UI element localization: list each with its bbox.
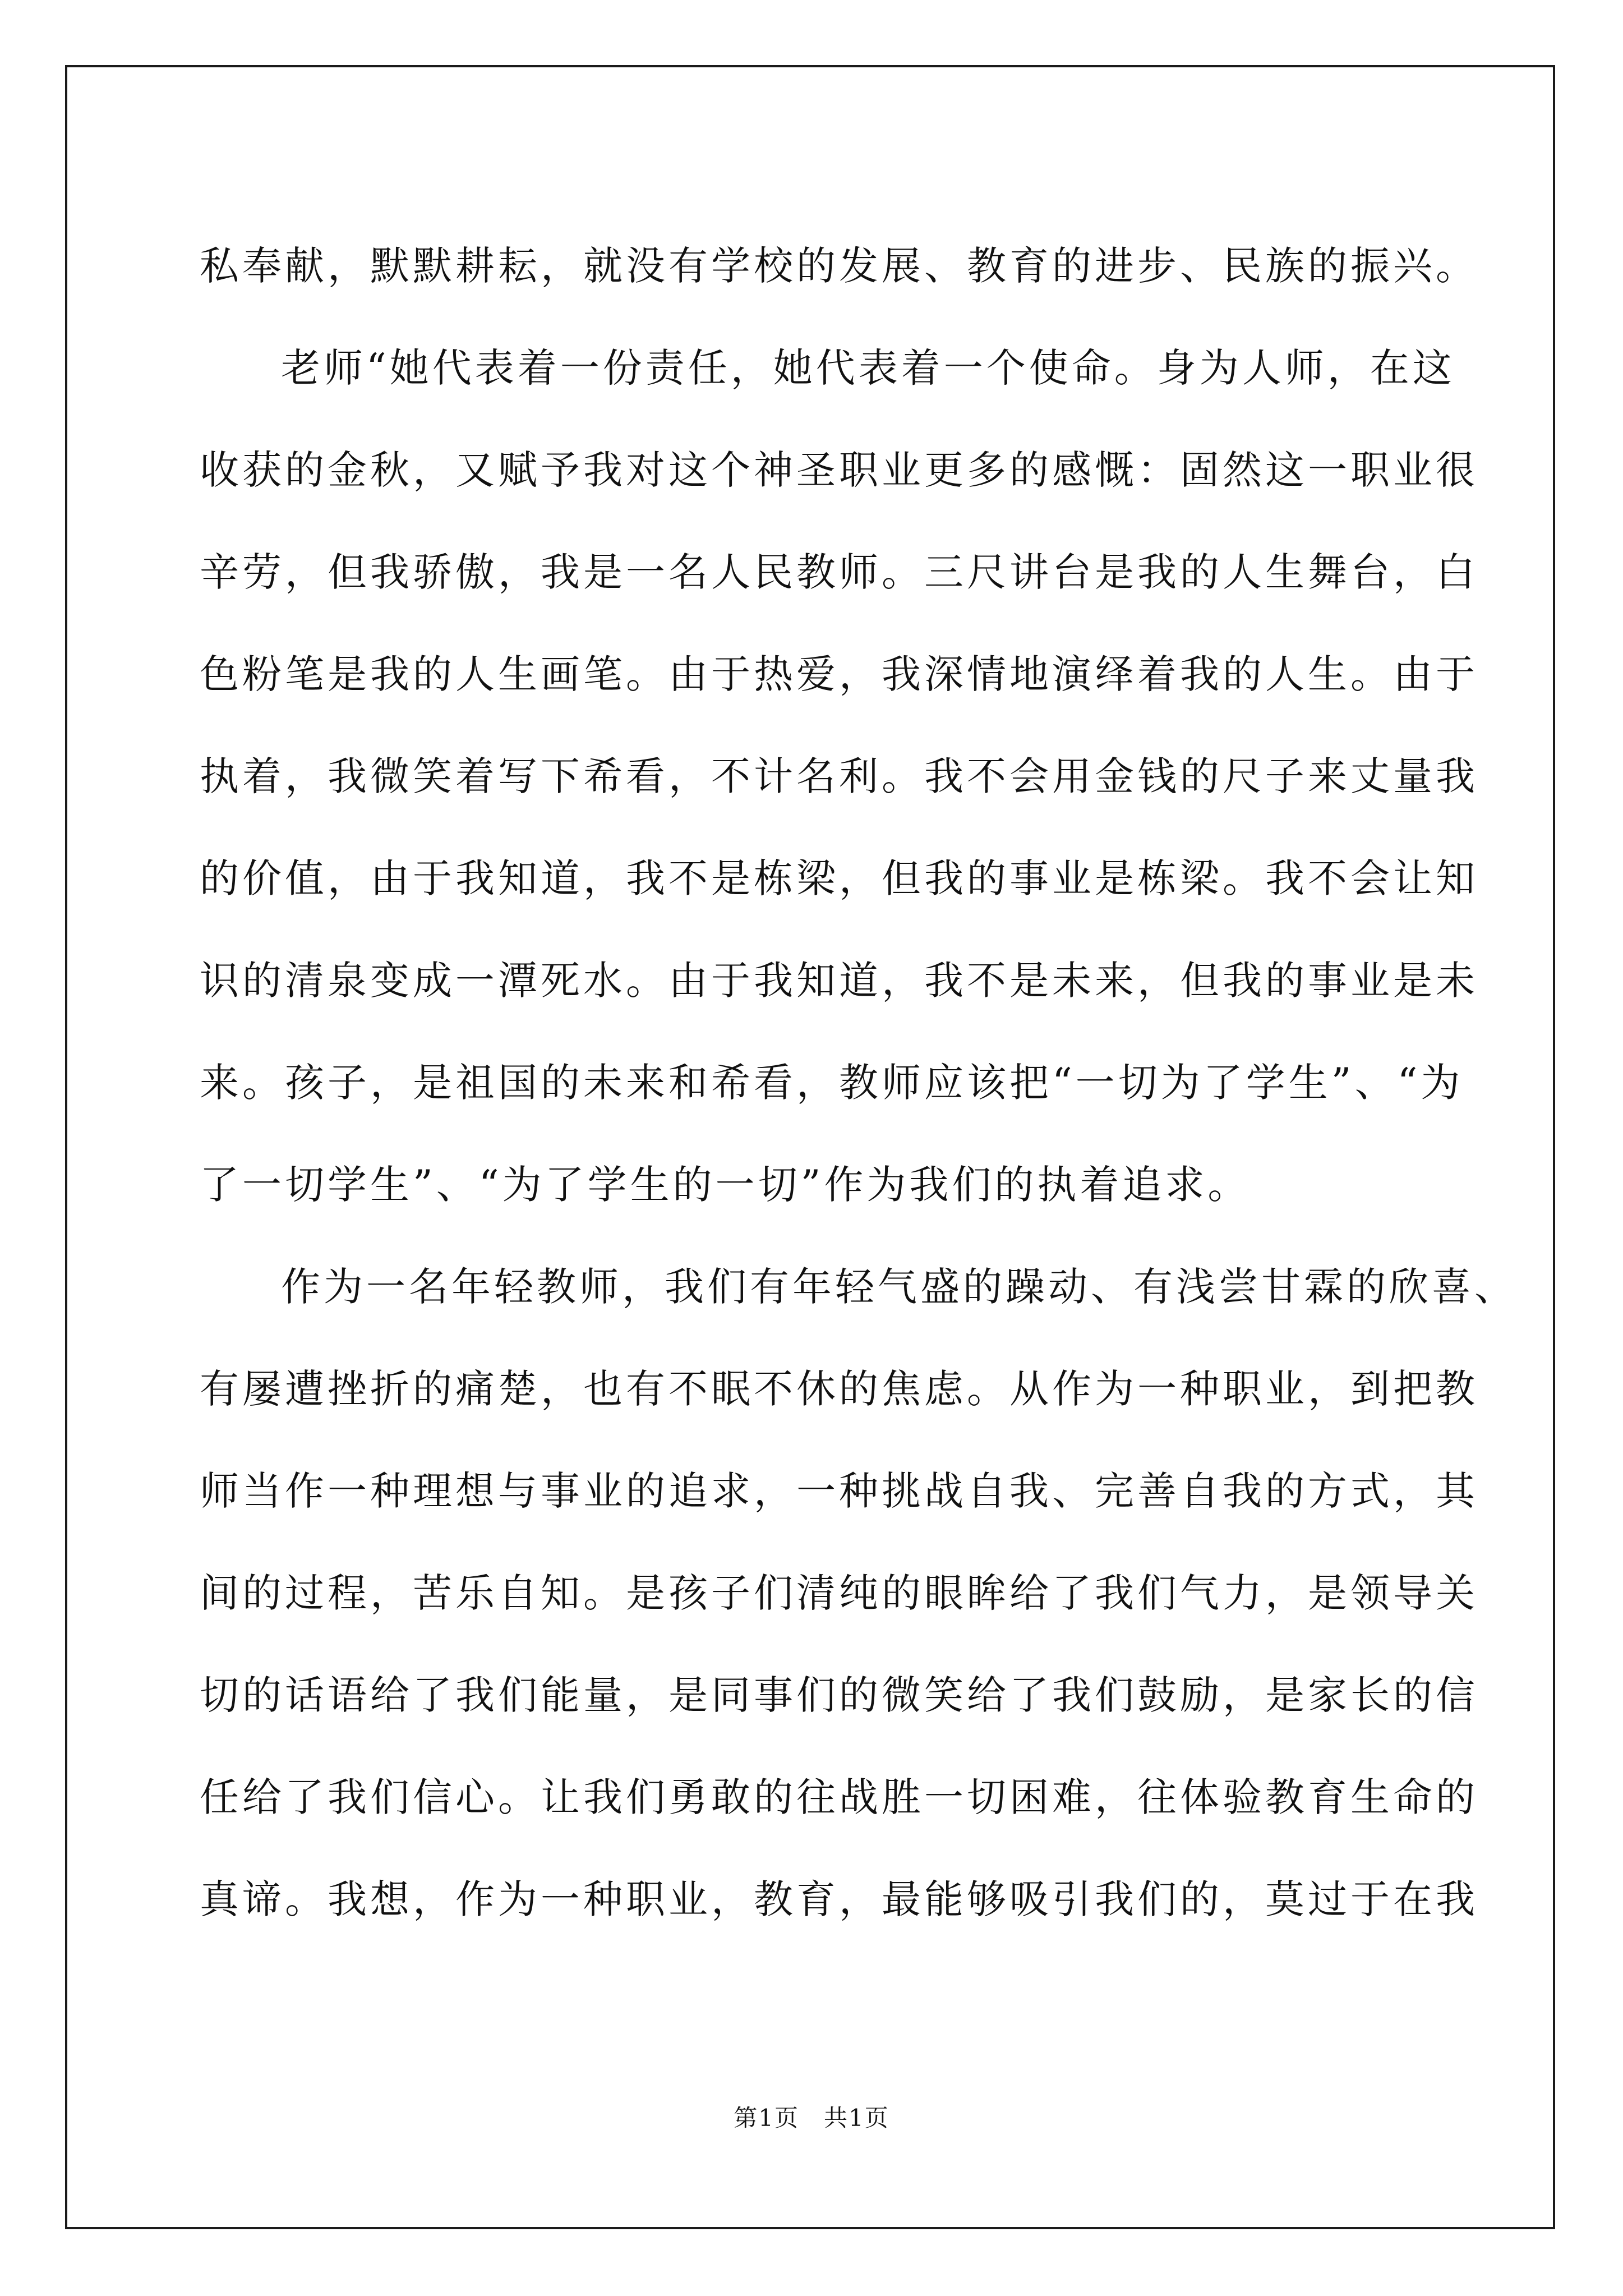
text-line: 的价值，由于我知道，我不是栋梁，但我的事业是栋梁。我不会让知 xyxy=(200,855,1478,901)
text-line: 师当作一种理想与事业的追求，一种挑战自我、完善自我的方式，其 xyxy=(200,1468,1478,1514)
text-line: 私奉献，默默耕耘，就没有学校的发展、教育的进步、民族的振兴。 xyxy=(200,243,1478,289)
text-line: 真谛。我想，作为一种职业，教育，最能够吸引我们的，莫过于在我 xyxy=(200,1876,1478,1922)
text-line: 来。孩子，是祖国的未来和希看，教师应该把“一切为了学生”、“为 xyxy=(200,1060,1464,1106)
text-line: 间的过程，苦乐自知。是孩子们清纯的眼眸给了我们气力，是领导关 xyxy=(200,1570,1478,1616)
paragraph-start-line: 老师“她代表着一份责任，她代表着一个使命。身为人师，在这 xyxy=(281,345,1455,391)
text-line: 任给了我们信心。让我们勇敢的往战胜一切困难，往体验教育生命的 xyxy=(200,1774,1478,1820)
text-line: 了一切学生”、“为了学生的一切”作为我们的执着追求。 xyxy=(200,1162,1251,1208)
text-line: 执着，我微笑着写下希看，不计名利。我不会用金钱的尺子来丈量我 xyxy=(200,753,1478,799)
text-line: 收获的金秋，又赋予我对这个神圣职业更多的感慨：固然这一职业很 xyxy=(200,447,1478,493)
paragraph-start-line: 作为一名年轻教师，我们有年轻气盛的躁动、有浅尝甘霖的欣喜、 xyxy=(281,1264,1517,1310)
text-line: 识的清泉变成一潭死水。由于我知道，我不是未来，但我的事业是未 xyxy=(200,958,1478,1004)
text-line: 色粉笔是我的人生画笔。由于热爱，我深情地演绎着我的人生。由于 xyxy=(200,651,1478,697)
page-number-footer: 第1页 共1页 xyxy=(734,2104,889,2132)
text-line: 辛劳，但我骄傲，我是一名人民教师。三尺讲台是我的人生舞台，白 xyxy=(200,549,1478,595)
text-line: 有屡遭挫折的痛楚，也有不眠不休的焦虑。从作为一种职业，到把教 xyxy=(200,1366,1478,1412)
text-line: 切的话语给了我们能量，是同事们的微笑给了我们鼓励，是家长的信 xyxy=(200,1672,1478,1718)
document-body xyxy=(200,215,1517,1950)
